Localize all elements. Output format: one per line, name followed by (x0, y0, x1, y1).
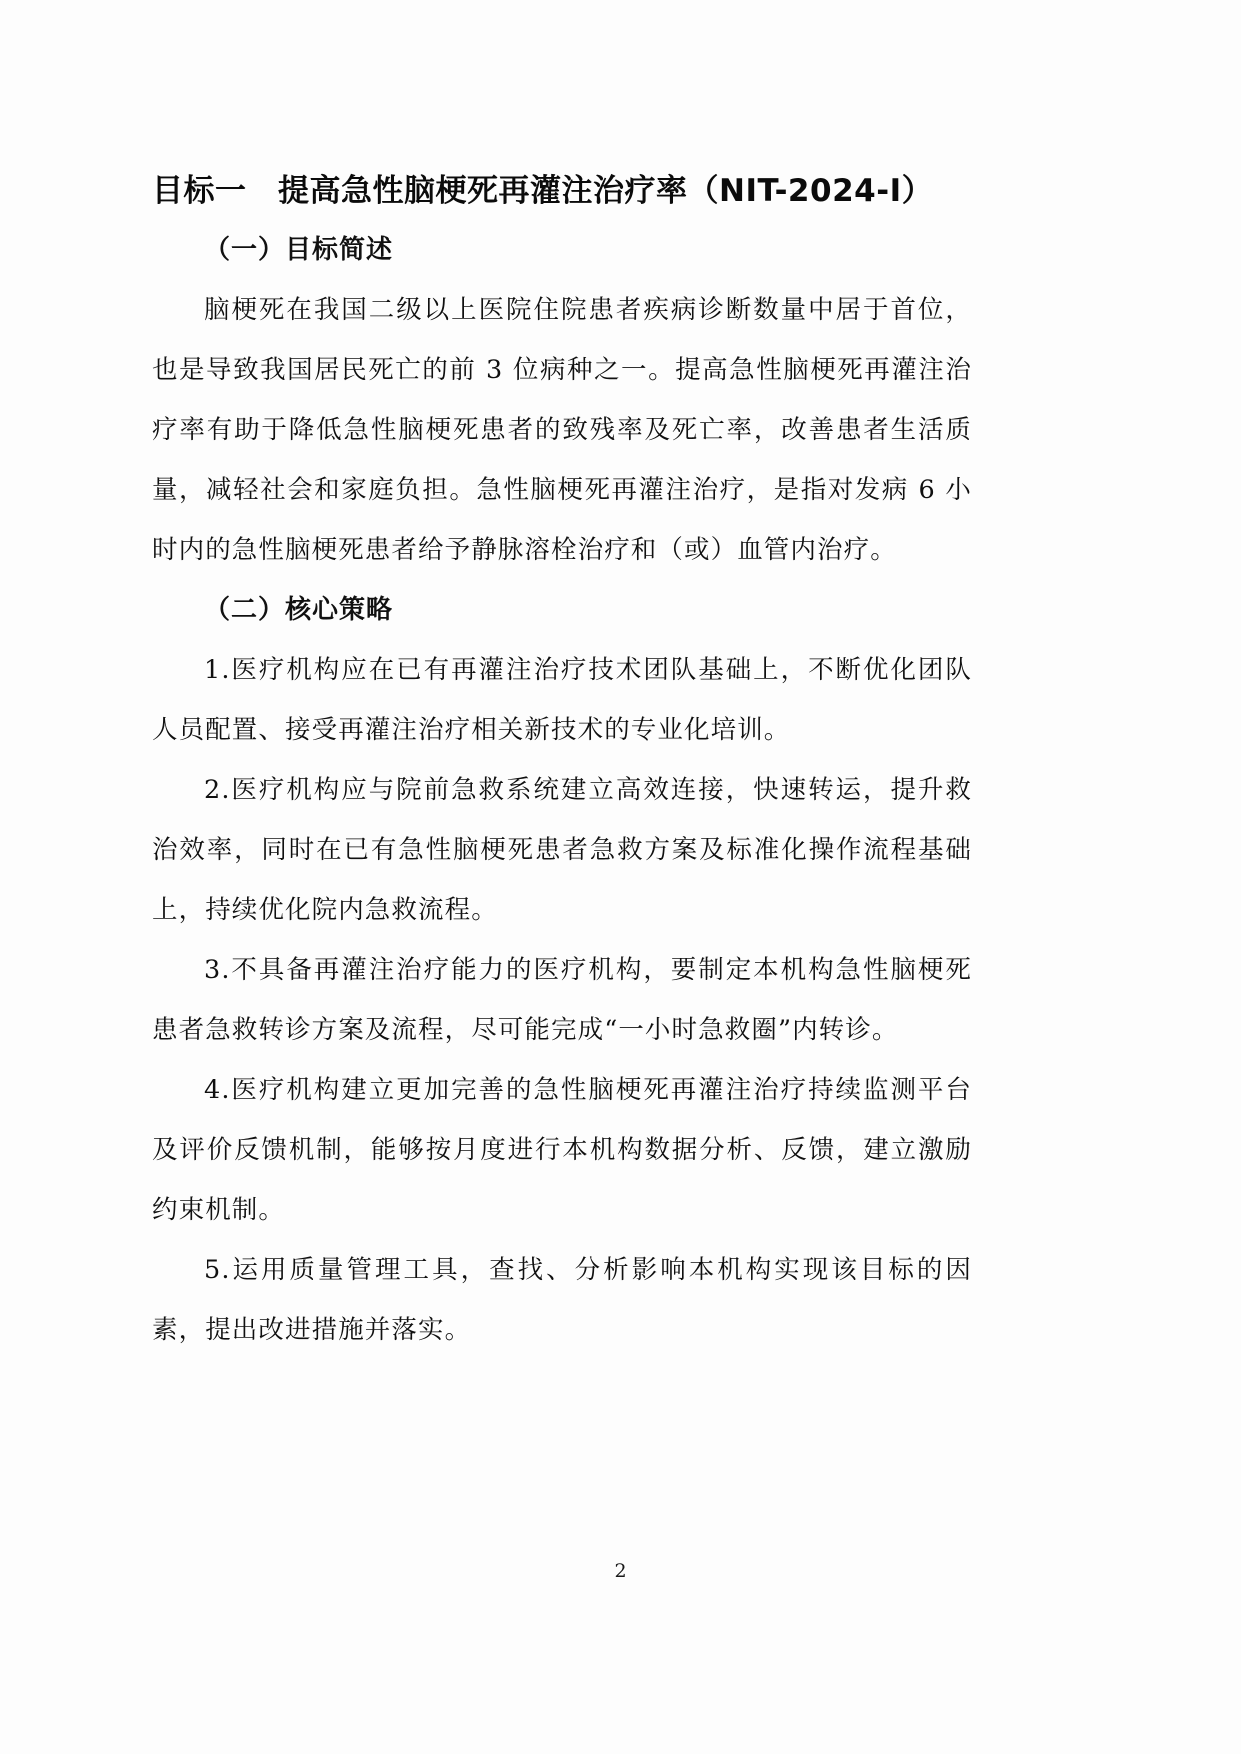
section-heading-objective-summary: （一）目标简述 (204, 235, 394, 265)
section-heading-core-strategy: （二）核心策略 (204, 595, 394, 625)
strategy-item-5: 5.运用质量管理工具，查找、分析影响本机构实现该目标的因素，提出改进措施并落实。 (152, 1255, 972, 1345)
page-content (152, 168, 972, 1360)
strategy-item-4: 4.医疗机构建立更加完善的急性脑梗死再灌注治疗持续监测平台及评价反馈机制，能够按月度进行本机构数据分析、反馈，建立激励约束机制。 (152, 1075, 972, 1225)
paragraph-objective-summary: 脑梗死在我国二级以上医院住院患者疾病诊断数量中居于首位，也是导致我国居民死亡的前 3 位病种之一。提高急性脑梗死再灌注治疗率有助于降低急性脑梗死患者的致残率及死亡率，改善患者生活质量，减轻社会和家庭负担。急性脑梗死再灌注治疗，是指对发病 6 小时内的急性脑梗死患者给予静脉溶栓治疗和（或）血管内治疗。 (152, 295, 972, 565)
strategy-item-3: 3.不具备再灌注治疗能力的医疗机构，要制定本机构急性脑梗死患者急救转诊方案及流程，尽可能完成“一小时急救圈”内转诊。 (152, 955, 972, 1045)
page-title: 目标一 提高急性脑梗死再灌注治疗率（NIT-2024-Ⅰ） (152, 173, 934, 209)
strategy-item-1: 1.医疗机构应在已有再灌注治疗技术团队基础上，不断优化团队人员配置、接受再灌注治疗相关新技术的专业化培训。 (152, 655, 972, 745)
strategy-item-2: 2.医疗机构应与院前急救系统建立高效连接，快速转运，提升救治效率，同时在已有急性脑梗死患者急救方案及标准化操作流程基础上，持续优化院内急救流程。 (152, 775, 972, 925)
page-number: 2 (614, 1560, 627, 1582)
